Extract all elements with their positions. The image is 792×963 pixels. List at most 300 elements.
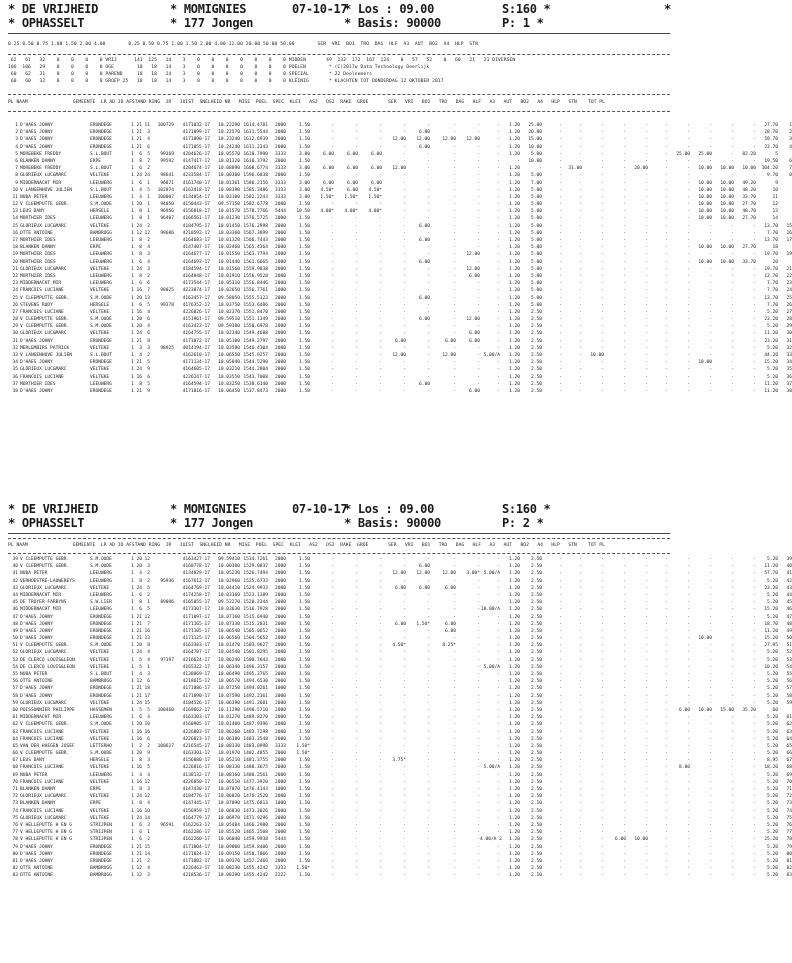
cell-hlp: - [709, 317, 712, 323]
cell-ring-number: 4171134-17 [182, 360, 210, 366]
cell-ad: 16 [136, 288, 142, 294]
cell-groe: - [477, 151, 480, 157]
cell-aut: - [645, 281, 648, 287]
cell-x: 5.20 [767, 830, 778, 836]
cell-mise: 1.50 [299, 700, 310, 706]
cell-distance: 99378 [160, 302, 174, 308]
cell-place: 28 [12, 317, 18, 323]
cell-tro: - [559, 295, 562, 301]
cell-groe: - [477, 815, 480, 821]
cell-aut: - [645, 830, 648, 836]
cell-poel: - [331, 273, 334, 279]
cell-tot: - [753, 252, 756, 258]
cell-stn: - [731, 130, 734, 136]
cell-spec: - [355, 571, 358, 577]
cell-arrival-time: 10.09000 [218, 844, 240, 850]
cell-hlp: - [709, 223, 712, 229]
cell-a4: - [687, 194, 690, 200]
table-row [8, 352, 792, 359]
cell-aut: - [645, 743, 648, 749]
cell-place: 30 [12, 331, 18, 337]
cell-bo2: - [665, 374, 668, 380]
cell-nr: 2000 [275, 808, 286, 814]
cell-spec: - [355, 288, 358, 294]
cell-mise: 1.50 [299, 628, 310, 634]
cell-rake: - [453, 787, 456, 792]
cell-lr: 1 [131, 273, 134, 279]
cell-pl: 45 [786, 600, 792, 606]
cell-hlf: - [601, 309, 604, 315]
cell-bo1: 2.50 [531, 643, 542, 649]
cell-klei: 1.50* [368, 194, 382, 200]
cell-tro: - [559, 801, 562, 807]
table-row [8, 614, 792, 621]
cell-ring-number: 4164755-17 [182, 331, 210, 337]
cell-nr: 2000 [275, 578, 286, 584]
cell-arrival-time: 10.09150 [218, 851, 240, 857]
cell-tot: 27.70 [742, 245, 756, 251]
cell-bo2: - [665, 679, 668, 685]
cell-as2: 3.75* [392, 758, 406, 764]
cell-poel: - [331, 765, 334, 771]
cell-ad: 8 [139, 758, 142, 764]
cell-x: 27.95 [764, 643, 778, 649]
cell-ring-number: 4184776-17 [182, 794, 210, 800]
cell-a4: - [687, 166, 690, 172]
cell-spec: - [355, 794, 358, 800]
cell-bo1: 5.00 [531, 209, 542, 215]
cell-nr: 2000 [275, 338, 286, 344]
cell-spec: - [355, 360, 358, 366]
cell-klei: - [379, 693, 382, 699]
cell-dag: - [579, 844, 582, 850]
cell-aut: - [645, 123, 648, 128]
cell-stn: - [731, 273, 734, 279]
cell-os2: - [427, 672, 430, 677]
cell-fancier-name: FRANCOIS LUCIANE [20, 779, 64, 785]
cell-stn: - [731, 628, 734, 634]
cell-klei: - [379, 266, 382, 272]
table-row [8, 223, 792, 230]
cell-rake: - [453, 281, 456, 287]
cell-tot: 49.20 [742, 180, 756, 186]
cell-bo1: 5.00 [531, 288, 542, 294]
cell-ad: 6 [139, 180, 142, 186]
cell-speed: 1501.8295 [243, 650, 268, 656]
cell-as2: - [403, 837, 406, 843]
cell-tot: - [753, 571, 756, 577]
cell-aut: - [645, 331, 648, 337]
cell-town: VELTEKE [90, 173, 110, 179]
table-row [8, 793, 792, 800]
cell-vri: 1.20 [509, 808, 520, 814]
cell-stn: - [731, 808, 734, 814]
table-row [8, 714, 792, 721]
cell-poel: - [331, 252, 334, 258]
cell-pl: 36 [786, 374, 792, 380]
cell-bo1: 2.50 [531, 664, 542, 670]
page-number: P: 1 * [502, 16, 544, 30]
cell-a3: - [623, 585, 626, 591]
cell-town: LEEUWERG [90, 592, 112, 598]
cell-place: 11 [12, 194, 18, 200]
cell-place: 52 [12, 650, 18, 656]
cell-hlp: - [709, 851, 712, 857]
cell-speed: 1549.2797 [243, 338, 268, 344]
cell-pl: 68 [786, 765, 792, 771]
cell-lr: 1 [131, 743, 134, 749]
cell-groe: - [477, 180, 480, 186]
cell-ring-number: 4171090-17 [182, 693, 210, 699]
cell-aut: - [645, 202, 648, 208]
cell-nr: 2000 [275, 830, 286, 836]
cell-vri: 1.20 [509, 851, 520, 857]
cell-hlf: - [601, 331, 604, 337]
cell-ring-number: 4014194-17 [182, 345, 210, 351]
cell-as2: 12.00 [392, 166, 406, 172]
cell-spec: - [355, 808, 358, 814]
cell-fancier-name: V CLEEMPUTTE GEBR. [20, 202, 70, 208]
cell-town: VELTEKE [90, 794, 110, 800]
cell-stn: 10.00 [720, 216, 734, 222]
cell-klei: - [379, 751, 382, 757]
cell-tot: - [753, 317, 756, 323]
cell-vri: 1.20 [509, 151, 520, 157]
cell-distance: 99592 [160, 158, 174, 164]
cell-a3: - [623, 295, 626, 301]
cell-ring-number: 4226803-17 [182, 729, 210, 735]
cell-as2: - [403, 607, 406, 613]
cell-pl: 47 [786, 614, 792, 620]
cell-place: 78 [12, 837, 18, 843]
cell-spec: - [355, 801, 358, 807]
cell-spec: - [355, 751, 358, 757]
cell-jd: 4 [147, 324, 150, 330]
cell-poel: - [331, 686, 334, 692]
cell-stn: - [731, 600, 734, 606]
cell-poel: - [331, 808, 334, 814]
cell-ser: - [497, 844, 500, 850]
cell-ring-number: 4226463-17 [182, 866, 210, 872]
cell-dag: - [579, 324, 582, 330]
cell-dag: - [579, 873, 582, 879]
cell-vri: 1.20 [509, 672, 520, 677]
cell-a4: - [687, 743, 690, 749]
cell-dag: - [579, 643, 582, 649]
cell-rake: - [453, 822, 456, 828]
cell-poel: - [331, 144, 334, 150]
cell-fancier-name: FRANCOIS LUCIANE [20, 808, 64, 814]
cell-x: 44.20 [764, 353, 778, 358]
cell-spec: - [355, 592, 358, 598]
cell-speed: 1496.3157 [243, 664, 268, 670]
cell-hlp: - [709, 873, 712, 879]
cell-mise: 3.00 [299, 194, 310, 200]
cell-place: 8 [15, 173, 18, 179]
cell-tot: - [753, 266, 756, 272]
cell-ser: - [497, 209, 500, 215]
cell-x: 7.70 [767, 281, 778, 287]
cell-fancier-name: V LANGENHOVE JULIEN [20, 353, 73, 358]
cell-bo1: 2.50 [531, 866, 542, 872]
cell-nr: 2000 [275, 331, 286, 337]
cell-bo2: - [665, 765, 668, 771]
cell-a3: - [623, 743, 626, 749]
cell-mise: 1.50 [299, 765, 310, 771]
cell-rake: - [453, 557, 456, 562]
cell-place: 73 [12, 801, 18, 807]
cell-fancier-name: MORTHIER IDES [20, 259, 56, 265]
cell-tro: - [559, 259, 562, 265]
cell-ad: 16 [136, 808, 142, 814]
cell-arrival-time: 10.09370 [218, 858, 240, 864]
cell-bo1: 2.50 [531, 808, 542, 814]
cell-aut: - [645, 715, 648, 721]
table-row [8, 323, 792, 330]
cell-speed: 1459.8406 [243, 844, 268, 850]
table-row [8, 237, 792, 244]
cell-stn: - [731, 650, 734, 656]
cell-hlp: - [709, 238, 712, 243]
cell-a4: - [687, 801, 690, 807]
cell-bo1: 5.00 [531, 259, 542, 265]
cell-place: 68 [12, 765, 18, 771]
cell-stn: - [731, 729, 734, 735]
cell-vri: 1.20 [509, 679, 520, 685]
cell-os2: 6.00 [419, 295, 430, 301]
table-row [8, 621, 792, 628]
cell-pl: 23 [786, 281, 792, 287]
cell-dag: - [579, 331, 582, 337]
cell-town: ERONDEGE [90, 844, 112, 850]
cell-town: LEEUWERG [90, 180, 112, 186]
cell-dag: - [579, 245, 582, 251]
cell-arrival-time: 10.06040 [218, 837, 240, 843]
cell-jd: 1 [147, 216, 150, 222]
cell-groe: - [477, 729, 480, 735]
cell-place: 9 [15, 180, 18, 186]
cell-speed: 1556.7761 [243, 288, 268, 294]
table-row [8, 345, 792, 352]
cell-fancier-name: BLANKEN DANNY [20, 787, 56, 792]
cell-bo2: - [665, 736, 668, 742]
cell-ring-number: 4164594-17 [182, 381, 210, 387]
cell-tot: - [753, 302, 756, 308]
cell-a4: - [687, 873, 690, 879]
cell-dag: - [579, 830, 582, 836]
cell-groe: - [477, 643, 480, 649]
cell-stn: - [731, 585, 734, 591]
cell-rake: - [453, 302, 456, 308]
cell-ad: 16 [136, 736, 142, 742]
cell-place: 17 [12, 238, 18, 243]
cell-aut: - [645, 607, 648, 613]
cell-ring-number: 4171099-17 [182, 130, 210, 136]
cell-a3: - [623, 801, 626, 807]
cell-jd: 12 [144, 779, 150, 785]
cell-groe: - [477, 585, 480, 591]
cell-bo1: 2.50 [531, 353, 542, 358]
cell-tot: - [753, 345, 756, 351]
cell-x: 10.20 [764, 664, 778, 670]
cell-jd: 8 [147, 643, 150, 649]
cell-town: S.M.OUDE [90, 722, 112, 728]
cell-jd: 2 [147, 238, 150, 243]
cell-ad: 8 [139, 216, 142, 222]
cell-lr: 1 [131, 815, 134, 821]
release-time: * Los : 09.00 [344, 502, 435, 516]
table-row [8, 779, 792, 786]
cell-a3: - [623, 338, 626, 344]
cell-ad: 8 [139, 245, 142, 251]
cell-aut: - [645, 180, 648, 186]
cell-lr: 1 [131, 353, 134, 358]
cell-aut: - [645, 614, 648, 620]
cell-klei: - [379, 614, 382, 620]
cell-rake: - [453, 851, 456, 857]
cell-as2: - [403, 787, 406, 792]
cell-a4: - [687, 202, 690, 208]
cell-x: 59.70 [764, 137, 778, 143]
cell-spec: - [355, 837, 358, 843]
cell-tot: - [753, 751, 756, 757]
cell-hlp: - [709, 679, 712, 685]
cell-bo2: - [665, 607, 668, 613]
cell-bo2: - [665, 130, 668, 136]
cell-groe: - [477, 158, 480, 164]
cell-os2: - [427, 273, 430, 279]
columns-bottom-rule [8, 111, 670, 112]
cell-aut: - [645, 324, 648, 330]
cell-speed: 1480.3675 [243, 765, 268, 771]
cell-nr: 3333 [275, 187, 286, 193]
cell-a4: - [687, 302, 690, 308]
cell-klei: - [379, 331, 382, 337]
cell-hlp: - [709, 557, 712, 562]
cell-pl: 2 [789, 130, 792, 136]
cell-ser: - [497, 557, 500, 562]
cell-spec: - [355, 758, 358, 764]
cell-stn: - [731, 360, 734, 366]
cell-a4: - [687, 367, 690, 373]
cell-vri: 1.20 [509, 381, 520, 387]
cell-aut: - [645, 693, 648, 699]
cell-groe: - [477, 628, 480, 634]
cell-jd: 17 [144, 693, 150, 699]
cell-klei: - [379, 758, 382, 764]
cell-groe: - [477, 808, 480, 814]
cell-os2: 12.00 [416, 571, 430, 577]
cell-tro: - [559, 288, 562, 294]
cell-os2: 6.00 [419, 564, 430, 570]
cell-town: STRIJPEN [90, 837, 112, 843]
cell-place: 37 [12, 381, 18, 387]
cell-groe: - [477, 664, 480, 670]
cell-bo2: - [665, 388, 668, 394]
cell-vri: 1.20 [509, 743, 520, 749]
cell-bo1: 2.50 [531, 772, 542, 778]
cell-as2: - [403, 381, 406, 387]
cell-aut: - [645, 295, 648, 301]
cell-stn: - [731, 672, 734, 677]
cell-bo2: - [665, 815, 668, 821]
cell-tot: - [753, 822, 756, 828]
cell-mise: 1.50 [299, 123, 310, 128]
cell-hlf: - [601, 815, 604, 821]
cell-mise: 1.50 [299, 592, 310, 598]
cell-speed: 1516.7928 [243, 607, 268, 613]
cell-tot: - [753, 614, 756, 620]
cell-ad: 24 [136, 794, 142, 800]
cell-lr: 1 [131, 388, 134, 394]
cell-arrival-time: 10.03750 [218, 302, 240, 308]
cell-vri: 1.20 [509, 815, 520, 821]
cell-as2: - [403, 144, 406, 150]
cell-mise: 1.50 [299, 808, 310, 814]
cell-dag: - [579, 374, 582, 380]
cell-nr: 2000 [275, 636, 286, 642]
cell-hlp: - [709, 664, 712, 670]
cell-town: ERPE [90, 787, 101, 792]
cell-dag: - [579, 765, 582, 771]
cell-os2: - [427, 245, 430, 251]
cell-vri: 1.20 [509, 288, 520, 294]
cell-ad: 21 [136, 844, 142, 850]
cell-vri: 1.20 [509, 173, 520, 179]
cell-tro: - [559, 851, 562, 857]
cell-aut: - [645, 636, 648, 642]
cell-mise: 1.50 [299, 822, 310, 828]
cell-a4: - [687, 571, 690, 577]
cell-distance: 100007 [157, 194, 174, 200]
cell-a3: - [623, 367, 626, 373]
cell-distance: 99169 [160, 151, 174, 157]
cell-ring-number: 4164605-17 [182, 367, 210, 373]
cell-os2: - [427, 202, 430, 208]
cell-vri: 1.20 [509, 779, 520, 785]
cell-poel: - [331, 693, 334, 699]
cell-aut: - [645, 736, 648, 742]
cell-bo1: 2.50 [531, 557, 542, 562]
cell-nr: 2000 [275, 628, 286, 634]
results-page-1 [0, 0, 792, 468]
cell-ring-number: 4226247-17 [182, 374, 210, 380]
cell-jd: 16 [144, 628, 150, 634]
cell-poel: - [331, 600, 334, 606]
cell-speed: 1608.6774 [243, 166, 268, 172]
cell-poel: - [331, 216, 334, 222]
cell-town: S.L.BOUT [90, 353, 112, 358]
cell-place: 1 [15, 123, 18, 128]
cell-lr: 1 [131, 794, 134, 800]
cell-bo2: - [665, 273, 668, 279]
cell-speed: 1526.7494 [243, 571, 268, 577]
cell-hlp: - [709, 787, 712, 792]
cell-os2: - [427, 650, 430, 656]
cell-place: 83 [12, 873, 18, 879]
cell-fancier-name: V CLEEMPUTTE GEBR. [20, 295, 70, 301]
cell-jd: 12 [144, 557, 150, 562]
cell-aut: - [645, 360, 648, 366]
cell-tot: - [753, 808, 756, 814]
cell-tro: - [559, 353, 562, 358]
cell-pl: 15 [786, 223, 792, 229]
cell-aut: - [645, 858, 648, 864]
cell-speed: 1476.4143 [243, 787, 268, 792]
cell-ring-number: 4216545-17 [182, 743, 210, 749]
cell-a4: - [687, 657, 690, 663]
cell-os2: - [427, 166, 430, 172]
